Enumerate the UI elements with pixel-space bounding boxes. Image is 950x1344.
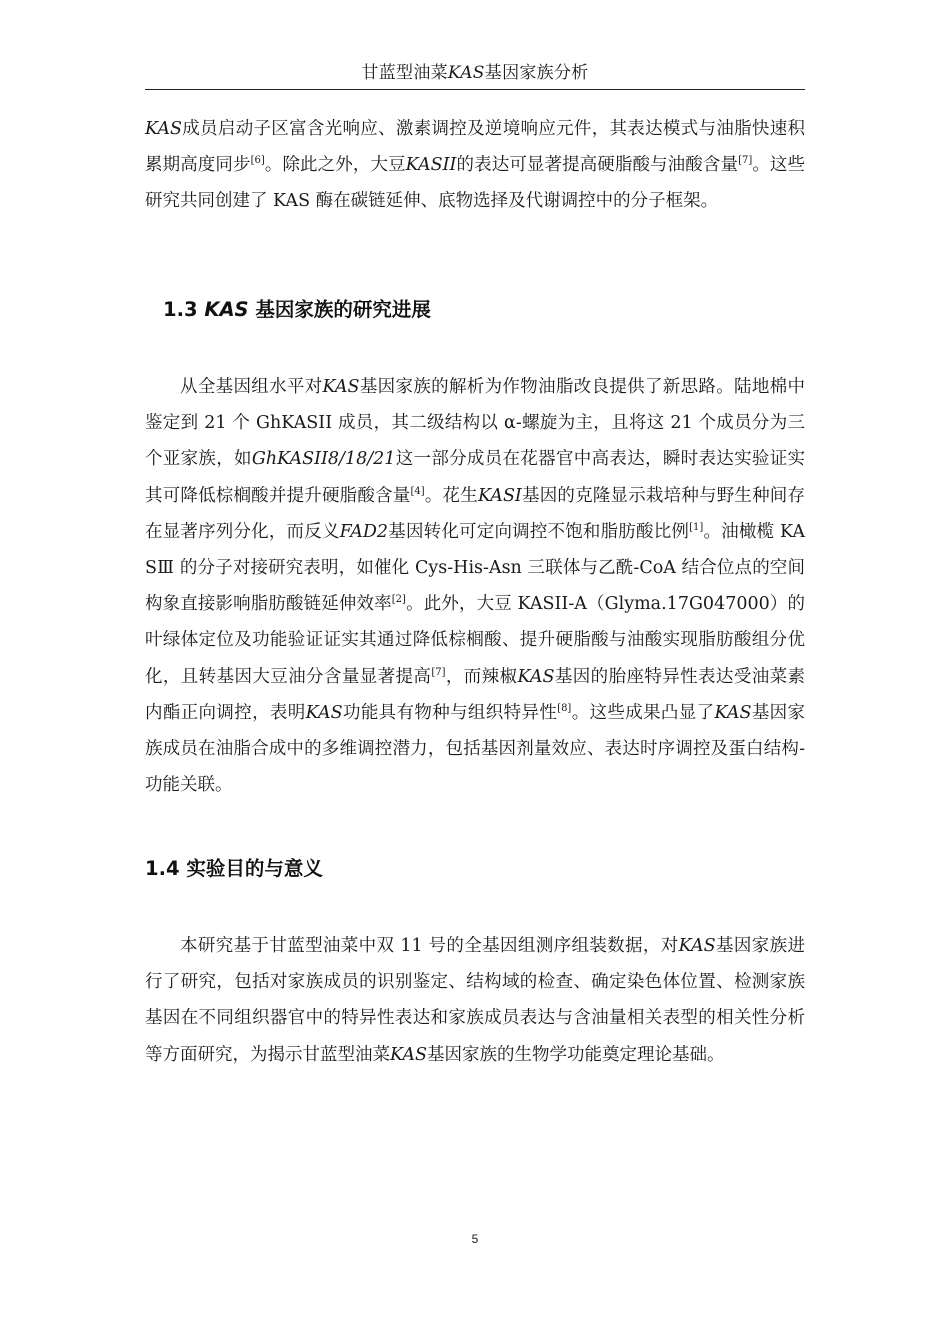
section-title: 实验目的与意义 [186,857,323,880]
text-run: 本研究基于甘蓝型油菜中双 11 号的全基因组测序组装数据，对 [180,936,679,956]
text-run: 。除此之外，大豆 [264,155,406,176]
section-1-3-body [145,369,805,803]
text-run: 基因的克隆显示栽培种与野生种间存在显著序列分化，而反义 [145,485,806,542]
text-run: 基因转化可定向调控不饱和脂肪酸比例 [388,521,690,542]
text-run: 基因家族的生物学功能奠定理论基础。 [427,1044,725,1065]
gene-term: GhKASII8/18/21 [251,449,396,470]
citation: [2] [391,594,406,606]
gene-term: KAS [714,702,752,723]
text-run: 成员启动子区富含光响应、激素调控及逆境响应元件，其表达模式与油脂快速积累期高度同步 [145,119,805,176]
text-run: 功能具有物种与组织特异性 [342,702,558,723]
text-run: 。花生 [424,485,478,506]
text-run: 。此外，大豆 KASII-A（Glyma.17G047000）的叶绿体定位及功能验证证实其通过降低棕榈酸、提升硬脂酸与油酸实现脂肪酸组分优化，且转基因大豆油分含量显著提高 [145,594,805,687]
running-header [145,62,805,84]
gene-term: KAS [390,1044,427,1065]
gene-term: KASII [405,155,457,176]
section-1-4-body [145,928,805,1073]
intro-paragraph [145,111,805,220]
text-run: 基因家族进行了研究，包括对家族成员的识别鉴定、结构域的检查、确定染色体位置、检测家族基因在不同组织器官中的特异性表达和家族成员表达与含油量相关表型的相关性分析等方面研究，为揭示甘蓝型油菜 [145,936,805,1065]
section-title: 基因家族的研究进展 [255,298,431,321]
text-run: 从全基因组水平对 [180,377,323,397]
header-title-pre: 甘蓝型油菜 [361,63,448,83]
citation: [1] [689,521,704,533]
gene-term: KAS [517,666,555,687]
text-run: ，而辣椒 [445,666,518,687]
section-number: 1.3 [163,298,198,321]
gene-term: KAS [204,298,249,321]
section-number: 1.4 [145,857,180,880]
section-heading-1-4 [145,856,323,882]
text-run: 这一部分成员在花器官中高表达，瞬时表达实验证实其可降低棕榈酸并提升硬脂酸含量 [145,449,806,506]
page-number: 5 [471,1232,479,1246]
text-run: 的表达可显著提高硬脂酸与油酸含量 [456,155,739,176]
gene-term: KASI [477,485,522,506]
header-title-post: 基因家族分析 [484,63,589,83]
section-heading-1-3 [163,297,431,323]
text-run: 基因家族的解析为作物油脂改良提供了新思路。陆地棉中鉴定到 21 个 GhKASII 成员，其二级结构以 α-螺旋为主，且将这 21 个成员分为三个亚家族，如 [145,377,805,470]
text-run: 。这些成果凸显了 [571,702,715,723]
text-run: 基因家族成员在油脂合成中的多维调控潜力，包括基因剂量效应、表达时序调控及蛋白结构-功能关联。 [145,702,806,796]
gene-term: KAS [145,119,182,139]
gene-term: KAS [678,936,716,956]
header-title-gene: KAS [447,63,485,83]
gene-term: KAS [305,702,343,723]
gene-term: KAS [322,377,360,397]
section-1-3-paragraph [145,369,805,803]
citation: [7] [431,666,446,678]
header-rule [145,89,805,90]
citation: [7] [738,155,753,167]
citation: [6] [250,155,265,167]
citation: [4] [410,485,425,497]
section-1-4-paragraph [145,928,805,1073]
citation: [8] [557,702,572,714]
intro-paragraph-block [145,111,805,220]
gene-term: FAD2 [339,521,389,542]
text-run: 基因的胎座特异性表达受油菜素内酯正向调控，表明 [145,666,806,723]
text-run: 。油橄榄 KASⅢ 的分子对接研究表明，如催化 Cys-His-Asn 三联体与乙酰-CoA 结合位点的空间构象直接影响脂肪酸链延伸效率 [145,521,805,615]
text-run: 。这些研究共同创建了 KAS 酶在碳链延伸、底物选择及代谢调控中的分子框架。 [145,155,806,212]
